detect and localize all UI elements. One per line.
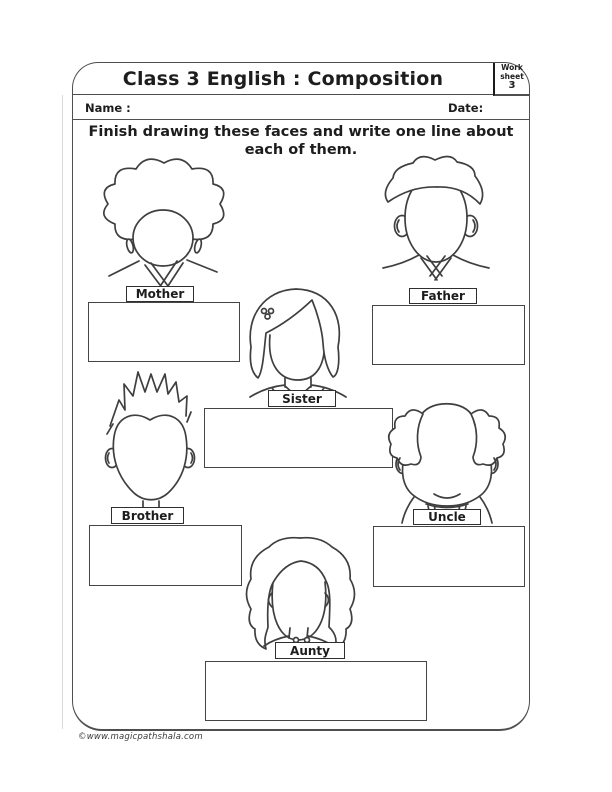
father-label-text: Father: [421, 289, 465, 303]
uncle-name-tag: [413, 509, 481, 525]
mother-earring-right: [193, 238, 202, 253]
uncle-label-text: Uncle: [428, 510, 466, 524]
worksheet-number: 3: [508, 80, 516, 91]
aunty-face: [272, 582, 326, 640]
brother-face: [113, 415, 187, 499]
instruction-text: [73, 123, 529, 159]
aunty-label-text: Aunty: [290, 643, 330, 658]
instruction-line2: each of them.: [244, 142, 358, 158]
mother-label-text: Mother: [135, 287, 185, 301]
date-input-area[interactable]: [485, 97, 525, 117]
father-face-drawing-area[interactable]: [375, 156, 523, 306]
brother-label-text: Brother: [121, 508, 174, 523]
uncle-hair-tuft-left: [389, 410, 423, 465]
writing-box-uncle[interactable]: [373, 526, 525, 587]
worksheet-badge-line1: Work: [501, 63, 523, 72]
writing-box-father[interactable]: [372, 305, 525, 365]
worksheet-number-badge: [493, 63, 529, 96]
writing-box-mother[interactable]: [88, 302, 240, 362]
name-label: Name :: [85, 100, 131, 115]
title-row: [73, 63, 529, 95]
sister-face: [270, 335, 325, 380]
mother-face-drawing-area[interactable]: [95, 160, 245, 305]
scan-artifact-line: [62, 95, 63, 729]
writing-box-brother[interactable]: [89, 525, 242, 586]
aunty-name-tag: [275, 642, 345, 659]
mother-face: [133, 210, 193, 266]
name-input-area[interactable]: [128, 97, 428, 117]
date-label: Date:: [448, 100, 484, 115]
sister-label-text: Sister: [282, 391, 322, 406]
uncle-hair-tuft-right: [471, 410, 505, 465]
mother-name-tag: [126, 286, 194, 302]
writing-box-aunty[interactable]: [205, 661, 427, 721]
copyright-footer: ©www.magicpathshala.com: [78, 732, 203, 742]
instruction-line1: Finish drawing these faces and write one line about: [88, 124, 514, 140]
brother-name-tag: [111, 507, 184, 524]
name-date-row: [73, 95, 529, 120]
brother-face-drawing-area[interactable]: [98, 362, 234, 514]
page-title: Class 3 English : Composition: [122, 68, 444, 90]
sister-name-tag: [268, 390, 336, 407]
uncle-face-drawing-area[interactable]: [383, 392, 523, 528]
father-name-tag: [409, 288, 477, 304]
worksheet-badge-line2: sheet: [500, 71, 524, 81]
